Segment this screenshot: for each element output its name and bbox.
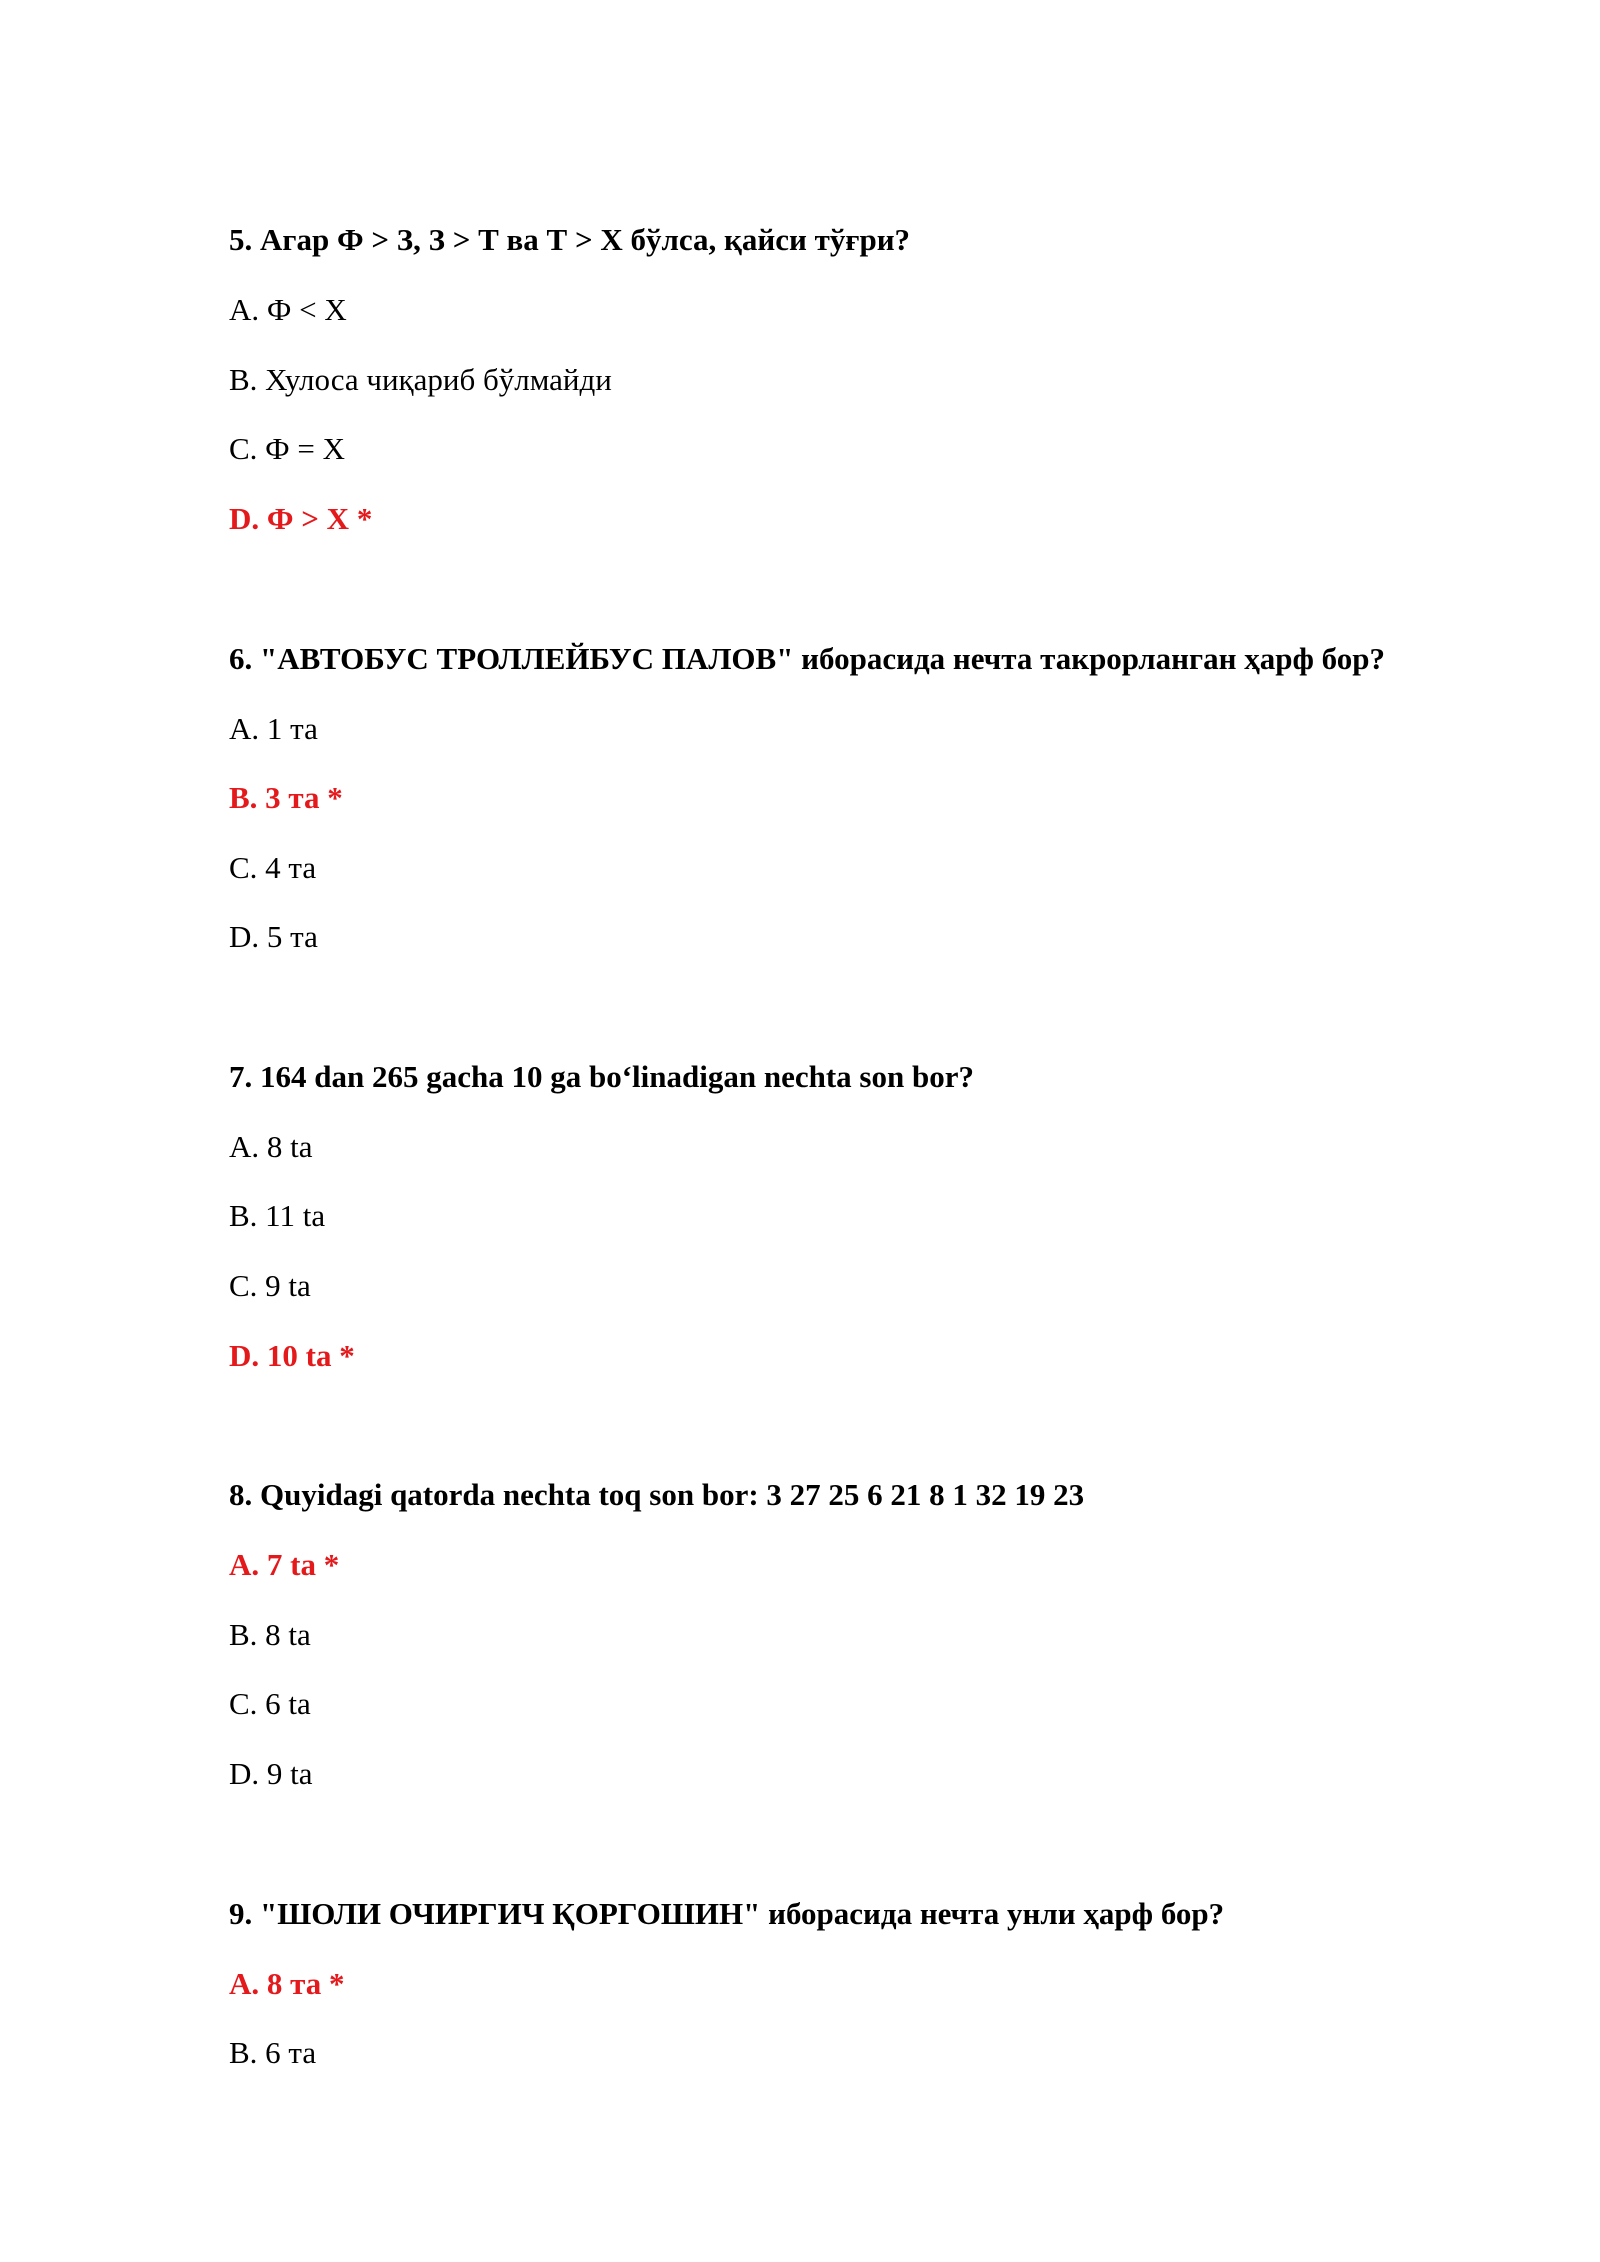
option-a: A. 8 ta bbox=[229, 1129, 313, 1164]
question-text: 5. Агар Ф > З, З > Т ва Т > Х бўлса, қайси тўғри? bbox=[229, 222, 911, 257]
option-d: D. 5 та bbox=[229, 919, 318, 954]
option-c: C. Ф = Х bbox=[229, 431, 346, 466]
option-d-correct: D. Ф > Х * bbox=[229, 501, 373, 536]
option-a-correct: A. 7 ta * bbox=[229, 1547, 340, 1582]
question-6 bbox=[229, 641, 1529, 954]
question-5 bbox=[229, 222, 1529, 536]
question-7 bbox=[229, 1059, 1529, 1373]
option-b-correct: B. 3 та * bbox=[229, 780, 343, 815]
option-c: C. 9 ta bbox=[229, 1268, 311, 1303]
option-c: C. 6 ta bbox=[229, 1686, 311, 1721]
option-c: C. 4 та bbox=[229, 850, 317, 885]
question-8 bbox=[229, 1477, 1529, 1791]
option-b: B. 8 ta bbox=[229, 1617, 311, 1652]
option-a: A. 1 та bbox=[229, 711, 318, 746]
option-b: B. 6 та bbox=[229, 2035, 317, 2070]
question-text: 8. Quyidagi qatorda nechta toq son bor: 3 27 25 6 21 8 1 32 19 23 bbox=[229, 1477, 1085, 1512]
question-text: 9. "ШОЛИ ОЧИРГИЧ ҚОРГОШИН" иборасида нечта унли ҳарф бор? bbox=[229, 1896, 1225, 1931]
question-text: 7. 164 dan 265 gacha 10 ga bo‘linadigan nechta son bor? bbox=[229, 1059, 974, 1094]
question-text: 6. "АВТОБУС ТРОЛЛЕЙБУС ПАЛОВ" иборасида нечта такрорланган ҳарф бор? bbox=[229, 641, 1385, 676]
option-d-correct: D. 10 ta * bbox=[229, 1338, 355, 1373]
question-9 bbox=[229, 1896, 1529, 2070]
option-a: A. Ф < Х bbox=[229, 292, 347, 327]
option-b: B. Хулоса чиқариб бўлмайди bbox=[229, 362, 612, 397]
option-a-correct: A. 8 та * bbox=[229, 1966, 345, 2001]
option-d: D. 9 ta bbox=[229, 1756, 313, 1791]
option-b: B. 11 ta bbox=[229, 1198, 326, 1233]
